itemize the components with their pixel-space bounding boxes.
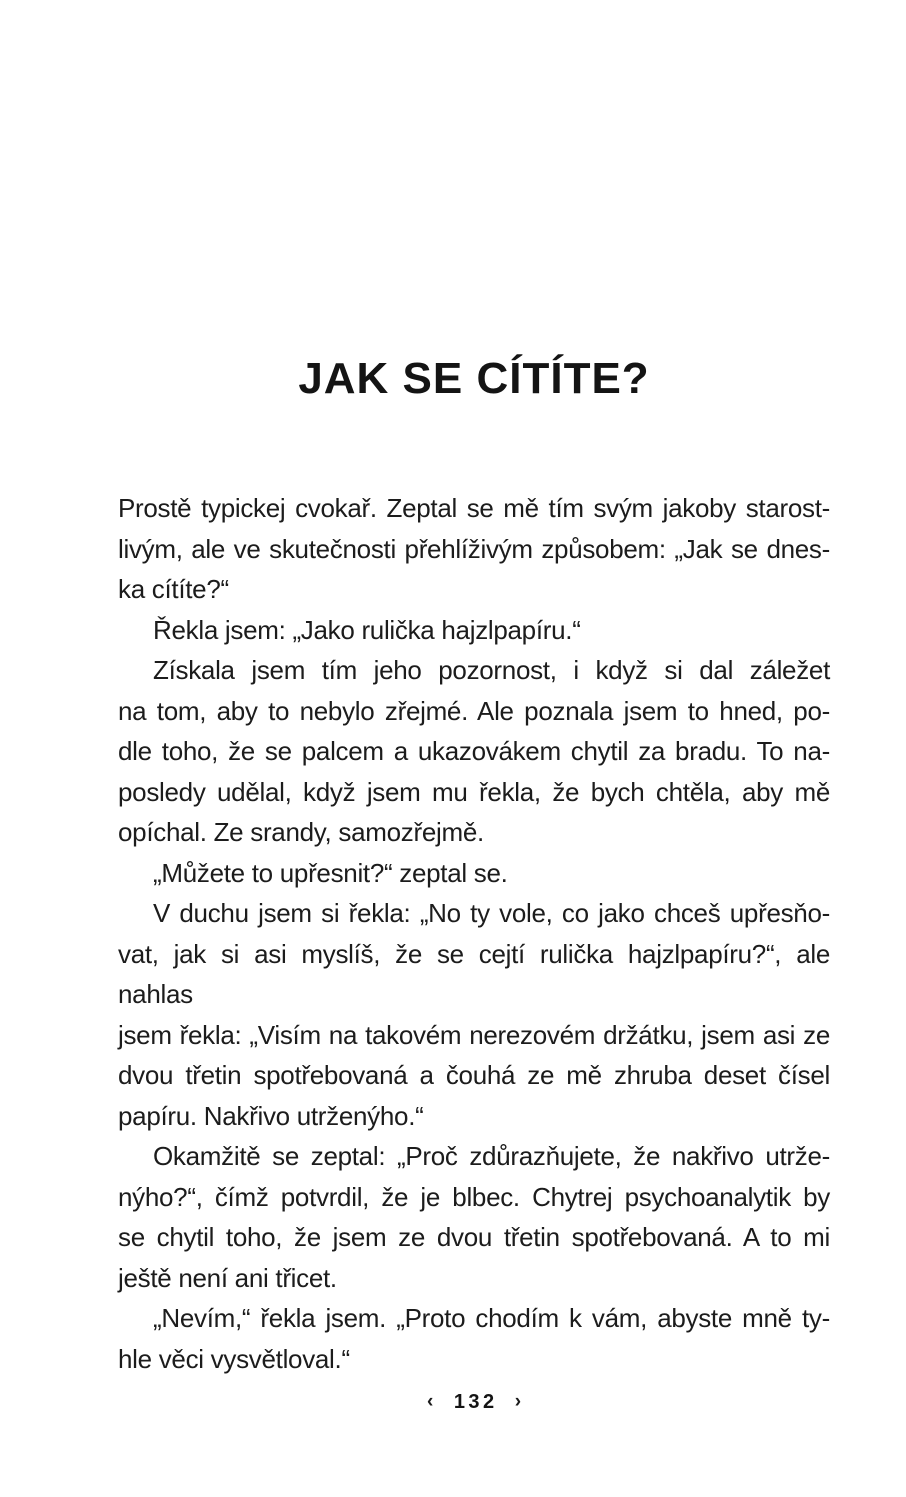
- text-line: „Můžete to upřesnit?“ zeptal se.: [153, 857, 508, 888]
- page-footer: [118, 1388, 830, 1416]
- text-line: hle věci vysvětloval.“: [118, 1343, 350, 1374]
- paragraph: [118, 893, 830, 1136]
- paragraph: [118, 488, 830, 610]
- text-line: dvou třetin spotřebovaná a čouhá ze mě zhruba deset čísel: [118, 1060, 830, 1090]
- text-line: livým, ale ve skutečnosti přehlíživým způsobem: „Jak se dnes-: [118, 533, 830, 564]
- paragraph: [118, 1298, 830, 1379]
- text-line: nýho?“, čímž potvrdil, že je blbec. Chytrej psychoanalytik by: [118, 1181, 830, 1212]
- text-line: na tom, aby to nebylo zřejmé. Ale poznala jsem to hned, po-: [118, 695, 830, 726]
- paragraph: [118, 610, 830, 651]
- text-line: posledy udělal, když jsem mu řekla, že bych chtěla, aby mě: [118, 776, 830, 807]
- chapter-title: JAK SE CÍTÍTE?: [298, 354, 650, 403]
- text-line: ka cítíte?“: [118, 574, 229, 604]
- text-line: Řekla jsem: „Jako rulička hajzlpapíru.“: [153, 614, 581, 645]
- text-line: papíru. Nakřivo utrženýho.“: [118, 1100, 424, 1131]
- body-text: [118, 488, 830, 1379]
- text-line: dle toho, že se palcem a ukazovákem chytil za bradu. To na-: [118, 736, 830, 766]
- paragraph: [118, 853, 830, 894]
- paragraph: [118, 650, 830, 853]
- page-number: 132: [453, 1391, 498, 1413]
- text-line: ještě není ani třicet.: [118, 1262, 337, 1293]
- text-line: jsem řekla: „Visím na takovém nerezovém držátku, jsem asi ze: [118, 1019, 830, 1050]
- text-line: V duchu jsem si řekla: „No ty vole, co jako chceš upřesňo-: [153, 898, 830, 928]
- text-line: vat, jak si asi myslíš, že se cejtí rulička hajzlpapíru?“, ale nahlas: [118, 938, 830, 1009]
- text-line: Získala jsem tím jeho pozornost, i když si dal záležet: [153, 655, 830, 685]
- text-line: Prostě typickej cvokař. Zeptal se mě tím svým jakoby starost-: [118, 493, 830, 523]
- text-line: „Nevím,“ řekla jsem. „Proto chodím k vám, abyste mně ty-: [153, 1303, 830, 1333]
- pager-next-icon: ›: [514, 1391, 522, 1412]
- text-line: opíchal. Ze srandy, samozřejmě.: [118, 817, 484, 847]
- pager-prev-icon: ‹: [426, 1391, 434, 1412]
- text-line: se chytil toho, že jsem ze dvou třetin spotřebovaná. A to mi: [118, 1222, 830, 1252]
- paragraph: [118, 1136, 830, 1298]
- text-line: Okamžitě se zeptal: „Proč zdůrazňujete, že nakřivo utrže-: [153, 1141, 830, 1171]
